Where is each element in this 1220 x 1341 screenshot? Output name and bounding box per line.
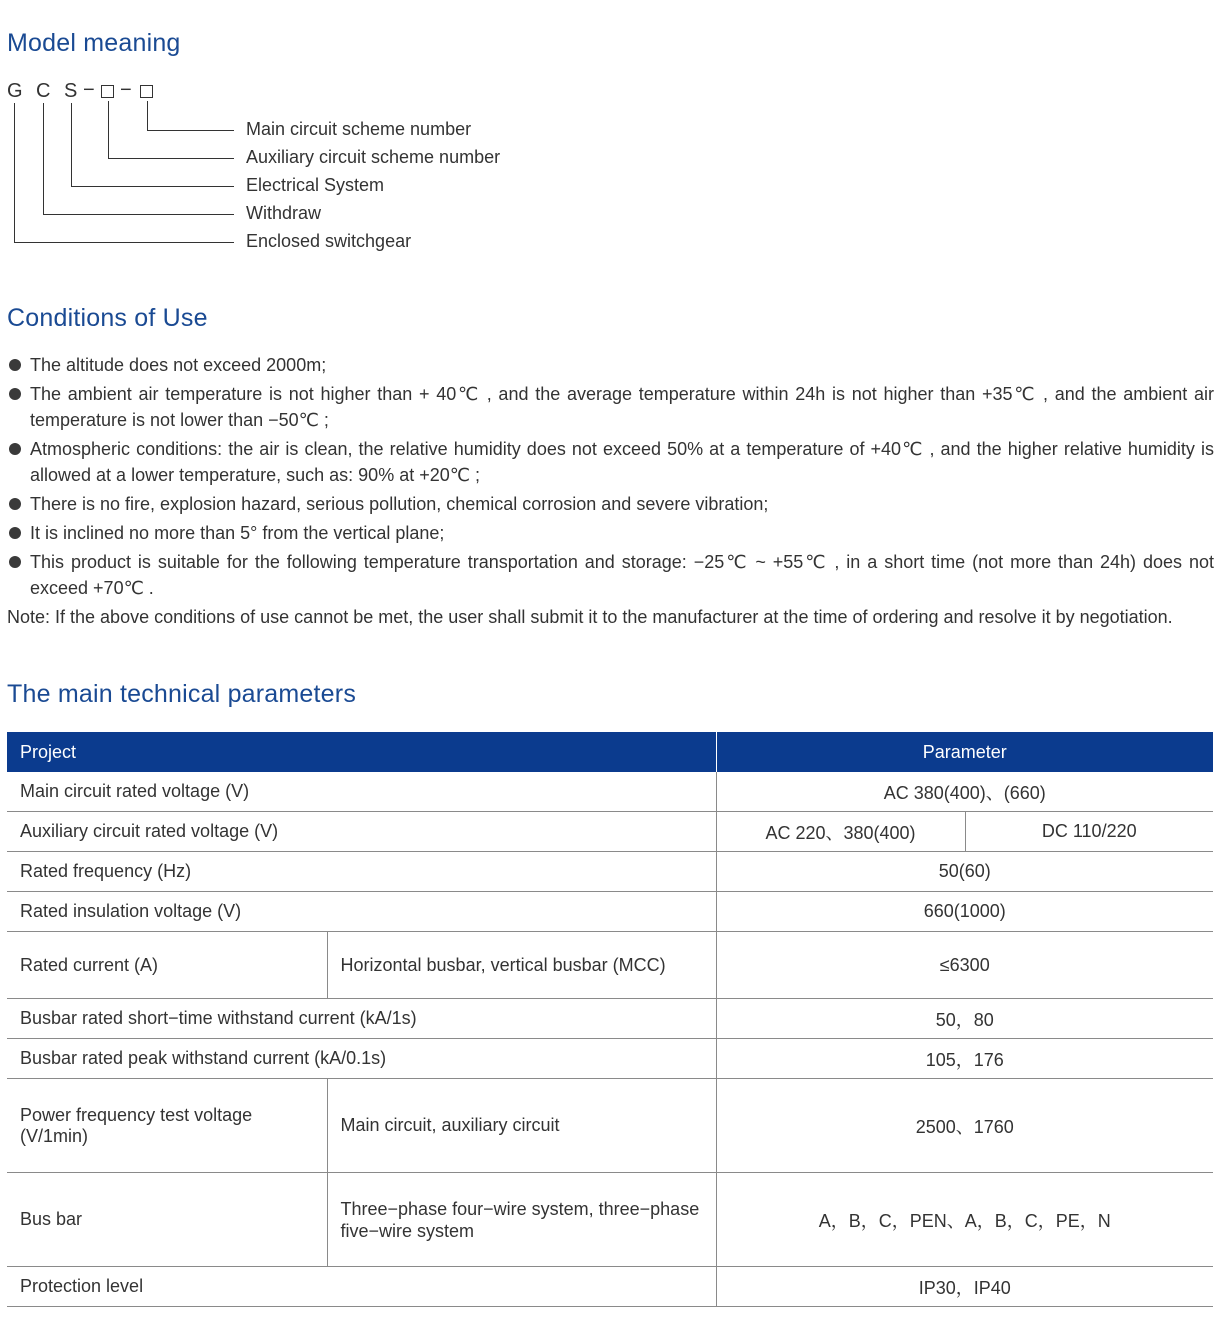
cell-project: Bus bar: [7, 1173, 327, 1267]
table-row: [7, 1267, 1213, 1307]
cell-project: Main circuit rated voltage (V): [7, 772, 716, 812]
cell-project: Rated insulation voltage (V): [7, 892, 716, 932]
connector-line: [43, 103, 44, 214]
cell-project: Protection level: [7, 1267, 716, 1307]
cell-sub: Three−phase four−wire system, three−phase five−wire system: [327, 1173, 716, 1267]
conditions-title: Conditions of Use: [7, 304, 208, 332]
list-item: [7, 491, 1214, 517]
code-dash-separator: −: [83, 79, 95, 101]
connector-line: [14, 242, 234, 243]
cell-project: Power frequency test voltage (V/1min): [7, 1079, 327, 1173]
cell-value: AC 380(400)、(660): [716, 772, 1213, 812]
cell-project: Auxiliary circuit rated voltage (V): [7, 812, 716, 852]
code-placeholder-box: [140, 85, 153, 98]
label-withdraw: Withdraw: [246, 203, 322, 223]
parameters-table: [7, 732, 1213, 1307]
cell-value: 50(60): [716, 852, 1213, 892]
connector-line: [14, 103, 15, 242]
bullet-icon: [9, 498, 21, 510]
list-item: [7, 436, 1214, 488]
connector-line: [71, 103, 72, 186]
table-row: [7, 932, 1213, 999]
conditions-list: [7, 352, 1214, 630]
label-auxiliary-circuit: Auxiliary circuit scheme number: [246, 147, 501, 167]
bullet-icon: [9, 527, 21, 539]
label-main-circuit: Main circuit scheme number: [246, 119, 472, 139]
list-item: [7, 549, 1214, 601]
bullet-icon: [9, 359, 21, 371]
cell-project: Busbar rated peak withstand current (kA/0.1s): [7, 1039, 716, 1079]
cell-project: Rated frequency (Hz): [7, 852, 716, 892]
label-enclosed-switchgear: Enclosed switchgear: [246, 231, 412, 251]
cell-value: 2500、1760: [716, 1079, 1213, 1173]
parameters-title: The main technical parameters: [7, 680, 357, 708]
table-row: [7, 1079, 1213, 1173]
condition-text: The ambient air temperature is not higher than + 40℃ , and the average temperature within 24h is not higher than +35℃ , and the ambient air temperature is not lower than −50℃ ;: [30, 384, 1214, 430]
connector-line: [43, 214, 234, 215]
header-project: Project: [7, 732, 716, 772]
condition-text: Atmospheric conditions: the air is clean, the relative humidity does not exceed 50% at a temperature of +40℃ , and the higher relative humidity is allowed at a lower temperature, such as: 90% at +20℃ ;: [30, 439, 1214, 485]
label-electrical-system: Electrical System: [246, 175, 385, 195]
connector-line: [108, 101, 109, 158]
model-meaning-title: Model meaning: [7, 29, 181, 57]
code-dash-separator: −: [120, 79, 132, 101]
cell-value: IP30，IP40: [716, 1267, 1213, 1307]
cell-sub: Horizontal busbar, vertical busbar (MCC): [327, 932, 716, 999]
code-letter-s: S: [64, 80, 78, 102]
cell-value: 50，80: [716, 999, 1213, 1039]
cell-value-dc: DC 110/220: [965, 812, 1213, 852]
cell-value: 660(1000): [716, 892, 1213, 932]
code-placeholder-box: [101, 85, 114, 98]
condition-text: This product is suitable for the following temperature transportation and storage: −25℃ ~ +55℃ , in a short time (not more than 24h) does not exceed +70℃ .: [30, 552, 1214, 598]
condition-text: There is no fire, explosion hazard, serious pollution, chemical corrosion and severe vibration;: [30, 494, 769, 514]
model-code-diagram: [0, 0, 600, 270]
table-row: [7, 1173, 1213, 1267]
list-item: [7, 381, 1214, 433]
list-item: [7, 520, 1214, 546]
code-letter-g: G: [7, 80, 23, 102]
table-row: [7, 999, 1213, 1039]
bullet-icon: [9, 556, 21, 568]
table-row: [7, 1039, 1213, 1079]
table-row: [7, 812, 1213, 852]
list-item: [7, 352, 1214, 378]
cell-sub: Main circuit, auxiliary circuit: [327, 1079, 716, 1173]
condition-text: The altitude does not exceed 2000m;: [30, 355, 327, 375]
condition-text: It is inclined no more than 5° from the vertical plane;: [30, 523, 445, 543]
cell-value-ac: AC 220、380(400): [716, 812, 965, 852]
bullet-icon: [9, 388, 21, 400]
connector-line: [108, 158, 234, 159]
connector-line: [71, 186, 234, 187]
connector-line: [147, 130, 234, 131]
header-parameter: Parameter: [716, 732, 1213, 772]
table-row: [7, 892, 1213, 932]
bullet-icon: [9, 443, 21, 455]
table-row: [7, 852, 1213, 892]
conditions-note: Note: If the above conditions of use cannot be met, the user shall submit it to the manufacturer at the time of ordering and resolve it by negotiation.: [7, 607, 1173, 627]
cell-project: Busbar rated short−time withstand current (kA/1s): [7, 999, 716, 1039]
connector-line: [147, 101, 148, 130]
table-header-row: [7, 732, 1213, 772]
cell-value: 105，176: [716, 1039, 1213, 1079]
table-row: [7, 772, 1213, 812]
cell-value: ≤6300: [716, 932, 1213, 999]
cell-value: A，B，C，PEN、A，B，C，PE，N: [716, 1173, 1213, 1267]
cell-project: Rated current (A): [7, 932, 327, 999]
code-letter-c: C: [36, 80, 51, 102]
